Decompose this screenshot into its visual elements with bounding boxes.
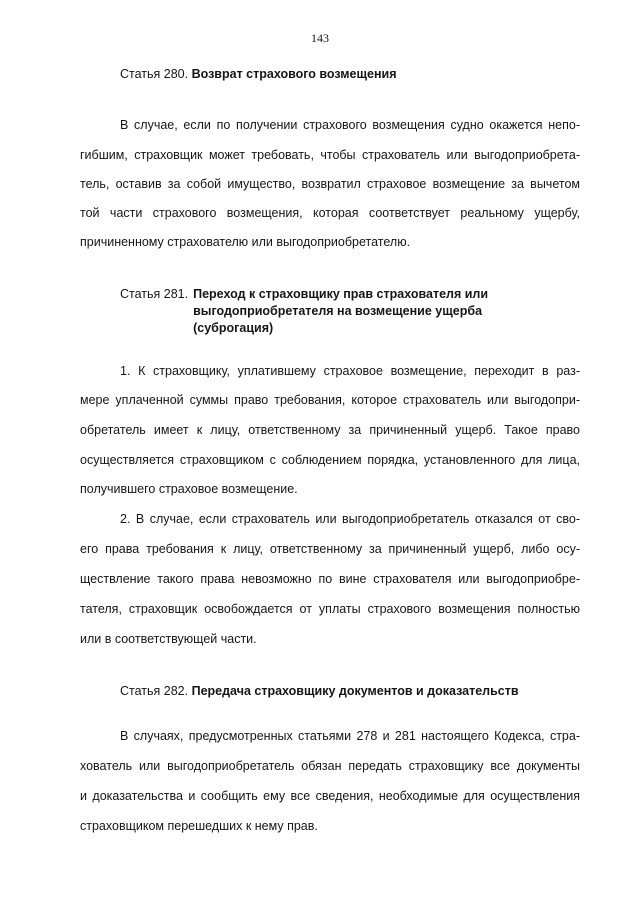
article-282-title: Передача страховщику документов и доказательств (191, 684, 519, 698)
article-280-number: Статья 280. (120, 67, 189, 81)
article-281-number: Статья 281. (120, 287, 189, 301)
article-281-title-line: выгодоприобретателя на возмещение ущерба (193, 304, 483, 318)
paragraph-line: и доказательства и сообщить ему все сведения, необходимые для осуществления (80, 789, 580, 803)
paragraph-line: обретатель имеет к лицу, ответственному за причиненный ущерб. Такое право (80, 423, 580, 437)
paragraph-line: той части страхового возмещения, которая соответствует реальному ущербу, (80, 206, 580, 220)
article-281-title-line: Переход к страховщику прав страхователя или (193, 287, 489, 301)
paragraph-line: 1. К страховщику, уплатившему страховое возмещение, переходит в раз- (120, 364, 580, 378)
paragraph-line: мере уплаченной суммы право требования, которое страхователь или выгодопри- (80, 393, 580, 407)
paragraph-line: тель, оставив за собой имущество, возвратил страховое возмещение за вычетом (80, 177, 580, 191)
paragraph-line: В случаях, предусмотренных статьями 278 и 281 настоящего Кодекса, стра- (120, 729, 580, 743)
article-281-heading (120, 286, 488, 337)
paragraph-line: хователь или выгодоприобретатель обязан передать страховщику все документы (80, 759, 580, 773)
article-282-heading (120, 683, 519, 700)
page-number: 143 (311, 31, 329, 45)
paragraph-line: 2. В случае, если страхователь или выгодоприобретатель отказался от сво- (120, 512, 580, 526)
paragraph-line: ществление такого права невозможно по вине страхователя или выгодоприобре- (80, 572, 580, 586)
paragraph-line: осуществляется страховщиком с соблюдением порядка, установленного для лица, (80, 453, 580, 467)
paragraph-line: его права требования к лицу, ответственному за причиненный ущерб, либо осу- (80, 542, 580, 556)
paragraph-line: причиненному страхователю или выгодоприобретателю. (80, 235, 411, 249)
paragraph-line: получившего страховое возмещение. (80, 482, 298, 496)
article-282-number: Статья 282. (120, 684, 189, 698)
article-281-title-line: (суброгация) (193, 321, 274, 335)
paragraph-line: страховщиком перешедших к нему прав. (80, 819, 318, 833)
article-280-title: Возврат страхового возмещения (191, 67, 397, 81)
paragraph-line: или в соответствующей части. (80, 632, 257, 646)
paragraph-line: В случае, если по получении страхового возмещения судно окажется непо- (120, 118, 580, 132)
article-281-title (193, 286, 488, 337)
paragraph-line: гибшим, страховщик может требовать, чтобы страхователь или выгодоприобрета- (80, 148, 580, 162)
article-280-heading (120, 66, 397, 83)
paragraph-line: тателя, страховщик освобождается от уплаты страхового возмещения полностью (80, 602, 580, 616)
